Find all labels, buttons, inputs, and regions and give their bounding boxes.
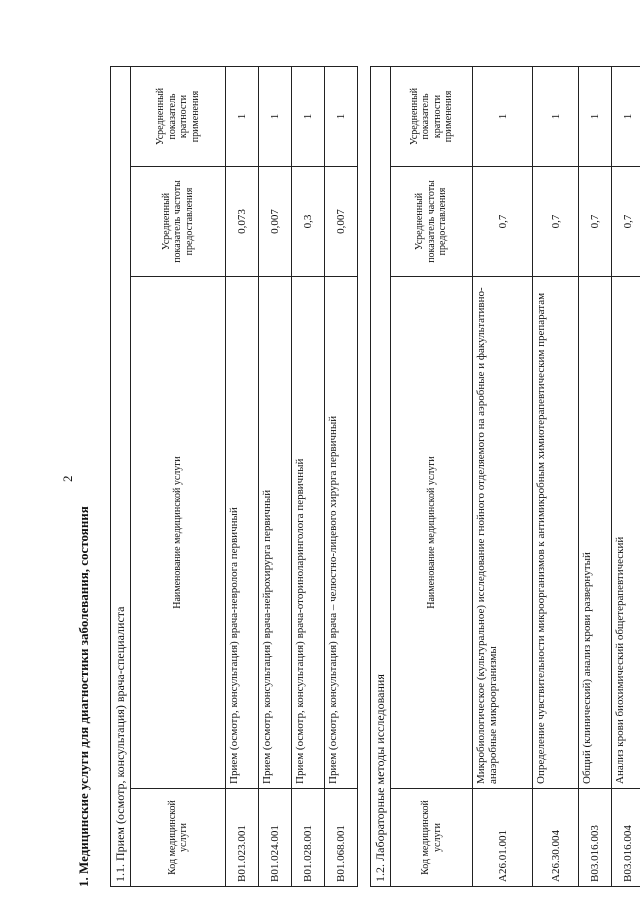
frequency-value: 0,7 [612,167,640,277]
frequency-value: 0,3 [292,167,325,277]
service-name: Прием (осмотр, консультация) врача-оториноларинголога первичный [292,277,325,789]
service-name: Прием (осмотр, консультация) врача-нейрохирурга первичный [259,277,292,789]
table-row [259,67,292,887]
table-row [533,66,579,886]
header-frequency: Усредненный показатель частоты предоставления [131,167,226,277]
header-code: Код медицинской услуги [391,789,473,887]
service-name: Прием (осмотр, консультация) врача-невролога первичный [226,277,259,789]
multiplicity-value: 1 [533,66,579,166]
service-name: Анализ крови биохимический общетерапевтический [612,277,640,789]
service-name: Определение чувствительности микроорганизмов к антимикробным химиотерапевтическим препаратам [533,277,579,789]
header-name: Наименование медицинской услуги [391,277,473,789]
service-code: A26.30.004 [533,789,579,887]
service-code: B03.016.004 [612,789,640,887]
table-specialist-consultations [110,66,358,887]
table-row [579,66,612,886]
service-code: B03.016.003 [579,789,612,887]
page-number: 2 [60,475,75,482]
table-row [292,67,325,887]
service-code: B01.068.001 [325,789,358,887]
table-laboratory-methods [370,66,640,887]
header-frequency: Усредненный показатель частоты предоставления [391,167,473,277]
service-name: Прием (осмотр, консультация) врача – челюстно-лицевого хирурга первичный [325,277,358,789]
multiplicity-value: 1 [325,67,358,167]
header-multiplicity: Усредненный показатель кратности применения [391,66,473,166]
frequency-value: 0,007 [259,167,292,277]
header-code: Код медицинской услуги [131,789,226,887]
multiplicity-value: 1 [473,66,533,166]
service-code: B01.024.001 [259,789,292,887]
frequency-value: 0,007 [325,167,358,277]
multiplicity-value: 1 [259,67,292,167]
service-code: B01.023.001 [226,789,259,887]
multiplicity-value: 1 [226,67,259,167]
multiplicity-value: 1 [612,66,640,166]
service-code: B01.028.001 [292,789,325,887]
table-row [473,66,533,886]
subsection-title: 1.2. Лабораторные методы исследования [371,66,391,886]
header-name: Наименование медицинской услуги [131,277,226,789]
frequency-value: 0,7 [533,167,579,277]
multiplicity-value: 1 [579,66,612,166]
subsection-title: 1.1. Прием (осмотр, консультация) врача-специалиста [111,67,131,887]
multiplicity-value: 1 [292,67,325,167]
table-row [325,67,358,887]
section-title: 1. Медицинские услуги для диагностики заболевания, состояния [76,506,91,887]
service-name: Общий (клинический) анализ крови развернутый [579,277,612,789]
frequency-value: 0,073 [226,167,259,277]
header-multiplicity: Усредненный показатель кратности применения [131,67,226,167]
frequency-value: 0,7 [473,167,533,277]
table-row [612,66,640,886]
service-code: A26.01.001 [473,789,533,887]
frequency-value: 0,7 [579,167,612,277]
service-name: Микробиологическое (культуральное) исследование гнойного отделяемого на аэробные и факультативно-анаэробные микроорганизмы [473,277,533,789]
table-row [226,67,259,887]
